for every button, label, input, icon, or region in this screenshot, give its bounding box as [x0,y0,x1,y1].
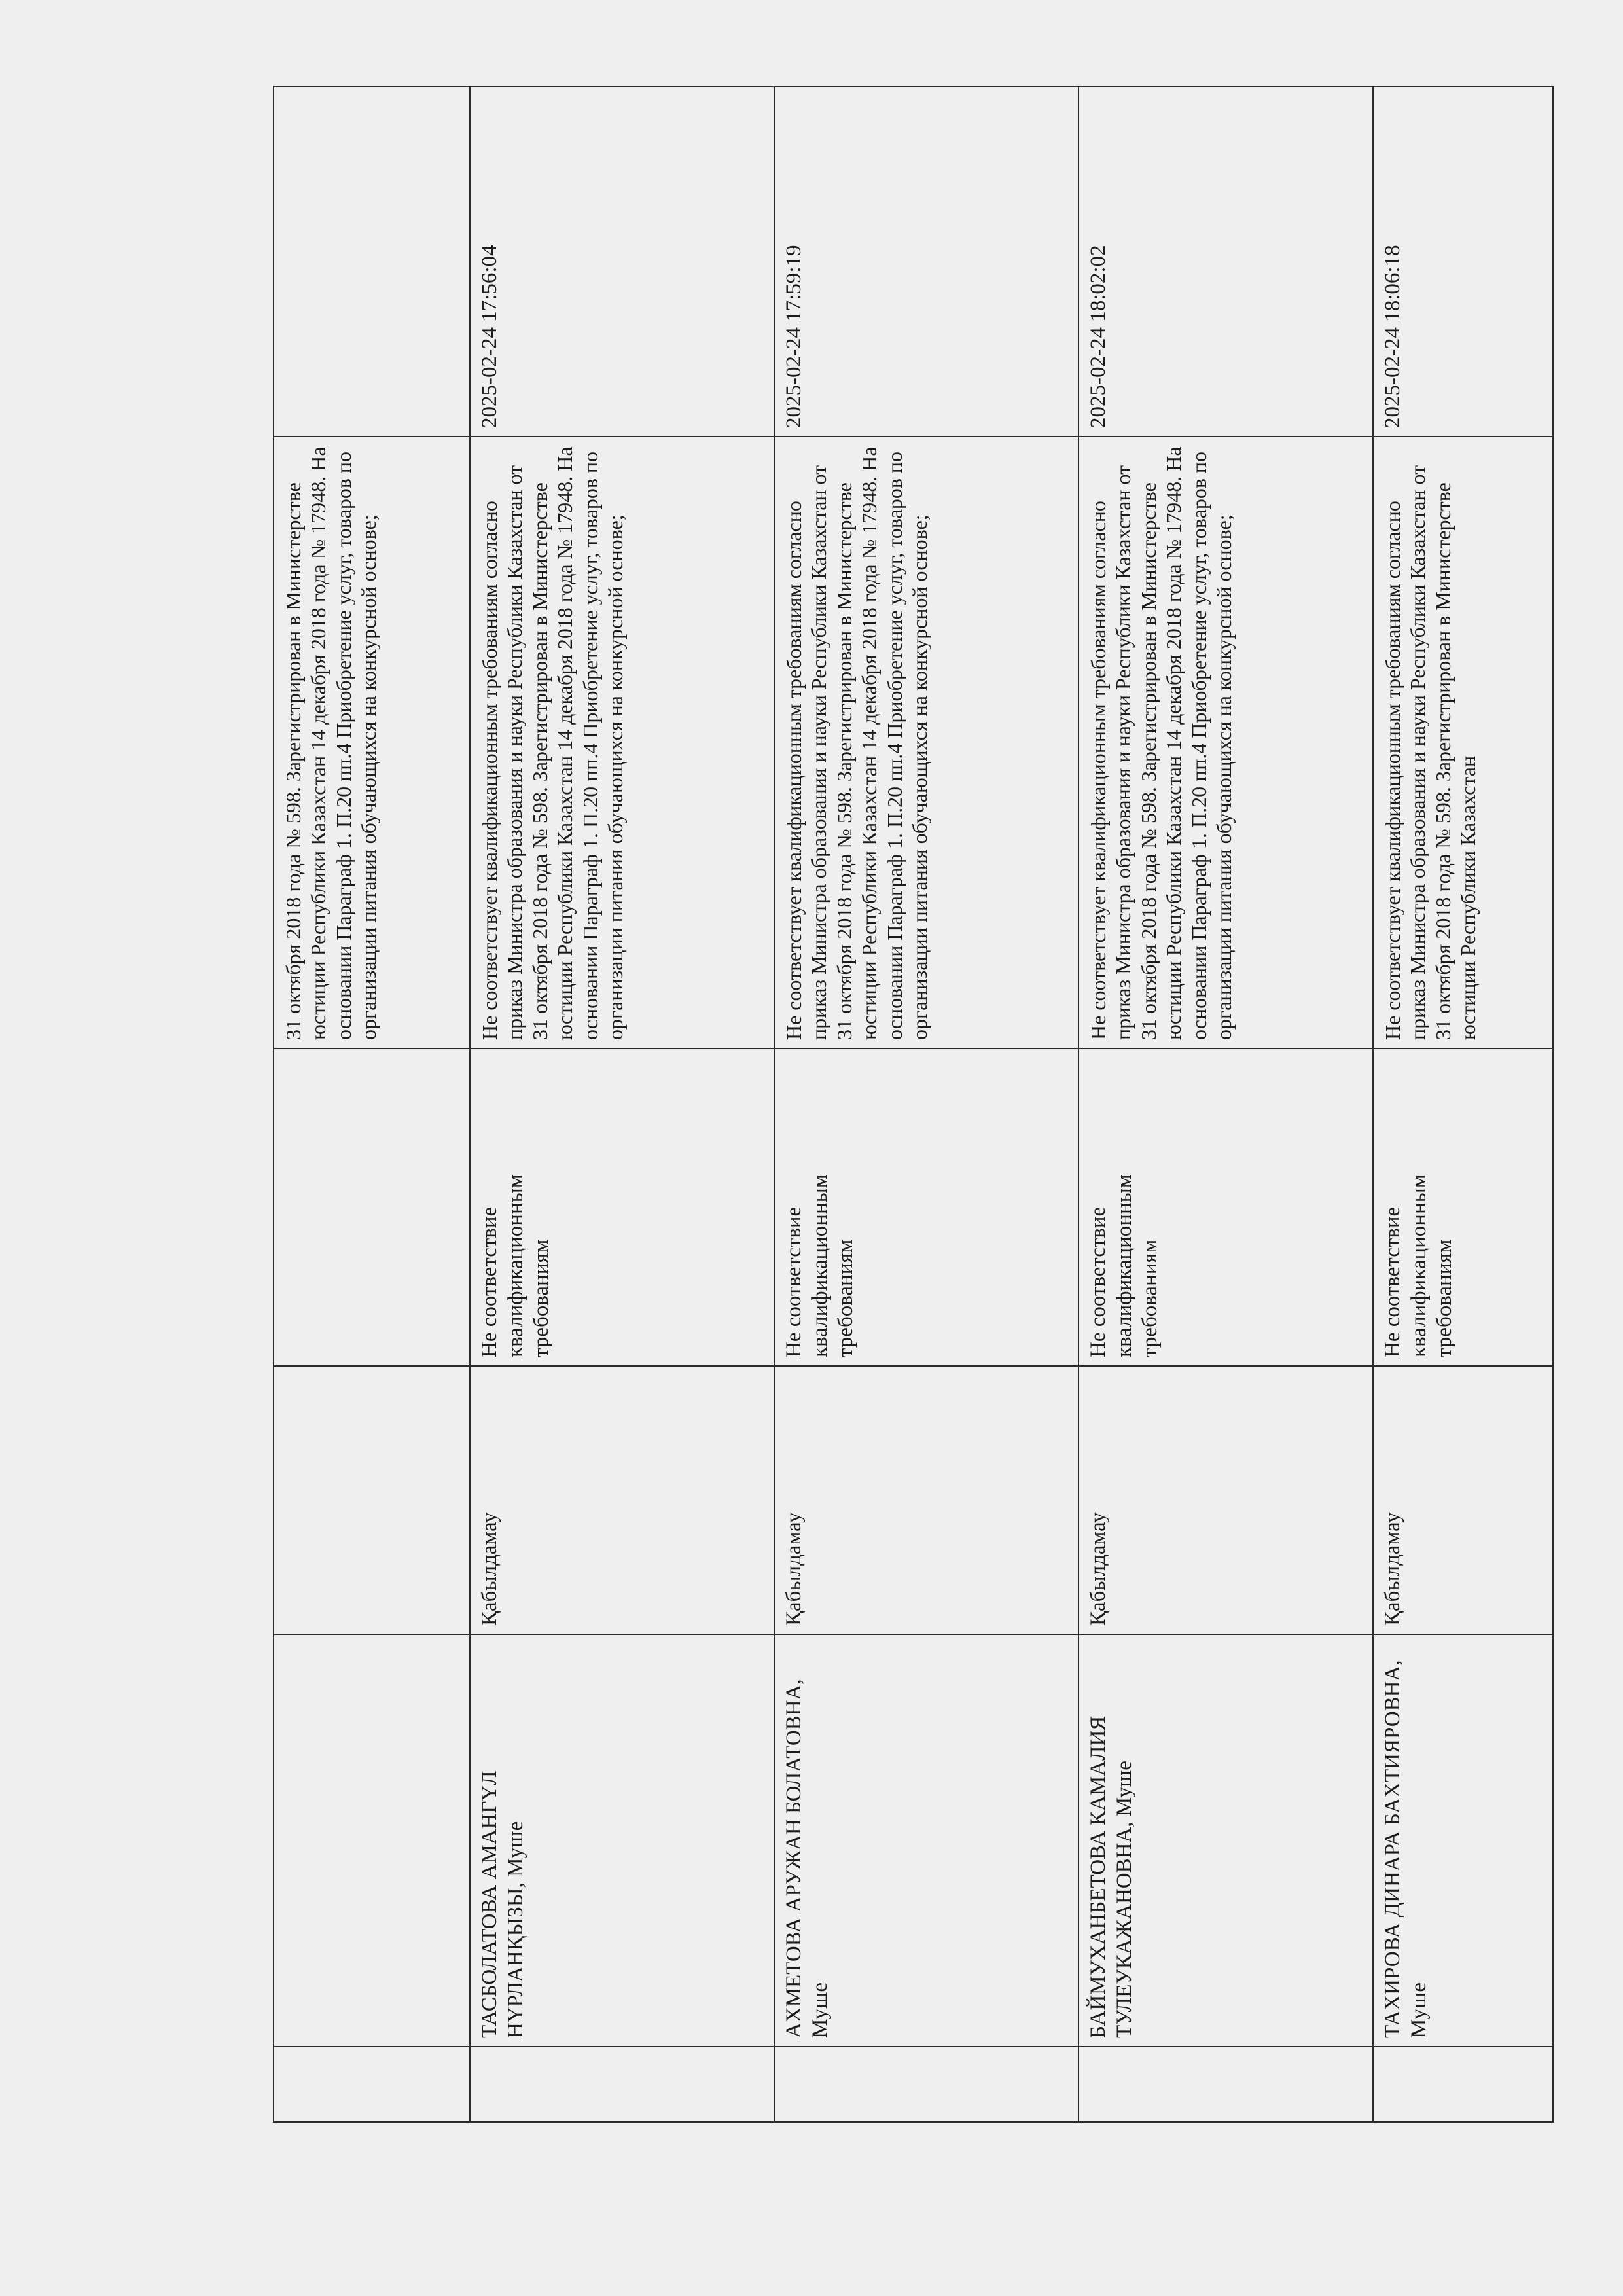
cell-member-name: ТАХИРОВА ДИНАРА БАХТИЯРОВНА, Муше [1373,1634,1553,2047]
cell-number [470,2047,774,2122]
table-row [470,86,774,2122]
results-table [273,86,1554,2123]
cell-decision: Қабылдамау [470,1366,774,1634]
cell-member-name: АХМЕТОВА АРУЖАН БОЛАТОВНА, Муше [774,1634,1079,2047]
cell-date: 2025-02-24 18:06:18 [1373,86,1553,437]
cell-reason: Не соответствует квалификационным требованиям согласно приказ Министра образования и науки Республики Казахстан от 31 октября 2018 года № 598. Зарегистрирован в Министерстве юстиции Республики Казахстан 14 декабря 2018 года № 17948. На основании Параграф 1. П.20 пп.4 Приобретение услуг, товаров по организации питания обучающихся на конкурсной основе; [470,437,774,1049]
cell-date [274,86,470,437]
cell-number [1373,2047,1553,2122]
cell-reason: Не соответствует квалификационным требованиям согласно приказ Министра образования и науки Республики Казахстан от 31 октября 2018 года № 598. Зарегистрирован в Министерстве юстиции Республики Казахстан 14 декабря 2018 года № 17948. На основании Параграф 1. П.20 пп.4 Приобретение услуг, товаров по организации питания обучающихся на конкурсной основе; [1079,437,1373,1049]
table-row [1373,86,1553,2122]
cell-note: Не соответствие квалификационным требованиям [470,1049,774,1366]
cell-decision: Қабылдамау [774,1366,1079,1634]
cell-note: Не соответствие квалификационным требованиям [774,1049,1079,1366]
cell-member-name [274,1634,470,2047]
cell-decision: Қабылдамау [1079,1366,1373,1634]
cell-reason: Не соответствует квалификационным требованиям согласно приказ Министра образования и науки Республики Казахстан от 31 октября 2018 года № 598. Зарегистрирован в Министерстве юстиции Республики Казахстан [1373,437,1553,1049]
cell-number [274,2047,470,2122]
table-row [274,86,470,2122]
cell-reason: Не соответствует квалификационным требованиям согласно приказ Министра образования и науки Республики Казахстан от 31 октября 2018 года № 598. Зарегистрирован в Министерстве юстиции Республики Казахстан 14 декабря 2018 года № 17948. На основании Параграф 1. П.20 пп.4 Приобретение услуг, товаров по организации питания обучающихся на конкурсной основе; [774,437,1079,1049]
cell-member-name: ТАСБОЛАТОВА АМАНГҮЛ НҮРЛАНҚЫЗЫ, Муше [470,1634,774,2047]
cell-member-name: БАЙМУХАНБЕТОВА КАМАЛИЯ ТУЛЕУКАЖАНОВНА, Муше [1079,1634,1373,2047]
cell-decision [274,1366,470,1634]
cell-date: 2025-02-24 17:59:19 [774,86,1079,437]
cell-date: 2025-02-24 17:56:04 [470,86,774,437]
cell-date: 2025-02-24 18:02:02 [1079,86,1373,437]
table-row [774,86,1079,2122]
cell-note: Не соответствие квалификационным требованиям [1079,1049,1373,1366]
table-row [1079,86,1373,2122]
cell-decision: Қабылдамау [1373,1366,1553,1634]
cell-reason: 31 октября 2018 года № 598. Зарегистрирован в Министерстве юстиции Республики Казахстан 14 декабря 2018 года № 17948. На основании Параграф 1. П.20 пп.4 Приобретение услуг, товаров по организации питания обучающихся на конкурсной основе; [274,437,470,1049]
cell-note: Не соответствие квалификационным требованиям [1373,1049,1553,1366]
cell-number [1079,2047,1373,2122]
cell-number [774,2047,1079,2122]
cell-note [274,1049,470,1366]
rotated-table-wrapper [273,87,1552,2123]
